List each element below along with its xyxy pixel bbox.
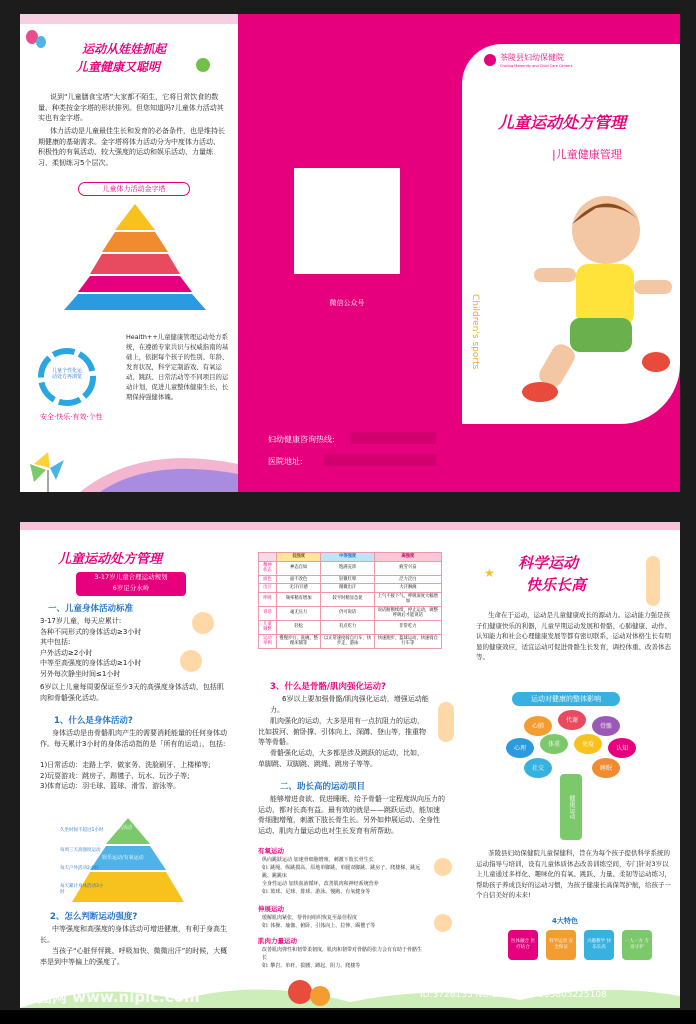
hospital-en: Chaling Maternity and Child Care Centers xyxy=(500,64,573,68)
cat-line: 纵向跳跃运动 加速骨细胞增殖，刺激下肢长骨生长 xyxy=(262,857,374,863)
tree-leaf: 认知 xyxy=(608,738,636,758)
health-text: Health++儿童健康管理运动处方系统，在遵循专家共识与权威指南的基础上，依据每个孩子的性别、年龄、发育状况，科学定制游戏、有氧运动、跳跃、日常活动等不同项目的运动计划，促进儿童整体健康生长，长期保持强健体魄。 xyxy=(126,333,229,401)
tree-leaf: 心肺 xyxy=(524,716,552,736)
table-cell: 大汗淋漓 xyxy=(374,584,441,593)
table-cell: 慢慢步行、洗碗、整理床铺等 xyxy=(276,634,321,648)
tree-icon xyxy=(196,58,210,72)
outside-right-panel xyxy=(458,14,680,492)
s1-line: 另外每次静坐时间≤1小时 xyxy=(40,669,121,678)
table-cell: 面不改色 xyxy=(276,575,321,584)
watermark-site: 昵图网 www.nipic.com xyxy=(22,988,200,1006)
table-cell: 非常吃力 xyxy=(374,620,441,634)
table-cell: 轻松 xyxy=(276,620,321,634)
s1-line: 各种不同形式的身体活动≥3小时 xyxy=(40,627,142,636)
th: 低强度 xyxy=(276,553,321,562)
row-header-cell: 出汗 xyxy=(259,584,277,593)
tree-leaf: 骨骼 xyxy=(592,716,620,736)
cat-aerobic: 有氧运动 xyxy=(258,847,284,855)
table-row xyxy=(259,620,442,634)
q1-item: 3)体育运动：羽毛球、篮球、滑雪、游泳等。 xyxy=(40,782,181,790)
title-happy: 快乐长高 xyxy=(526,576,587,594)
motto: 安全·快乐·有效·个性 xyxy=(40,413,103,421)
activity-pyramid xyxy=(60,200,210,312)
watermark-id: ID:3726133 NO:20260125163805225108 xyxy=(420,990,607,1000)
features-title: 4大特色 xyxy=(552,917,578,925)
inside-right-panel xyxy=(460,522,680,1008)
row-header-cell: 儿童频繁 xyxy=(259,620,277,634)
right-para-1: 生命在于运动，运动是儿童健康成长的源动力。运动能力强是孩子们健康快乐的利器，儿童早期运动发展和骨骼、心肺健康、动作、认知能力和社会心理健康发展等都有密切联系，运动对体格生长有明显的健康效应，适宜运动可促进骨骼生长发育，调控体重、改善体态等。 xyxy=(476,611,671,661)
pyr-mid-label: 娱乐运动/有氧运动 xyxy=(102,855,144,861)
cat-line: 如: 体操、瑜伽、俯卧、引体向上、拉伸、踢毽子等 xyxy=(262,923,376,929)
q3-para-1: 肌肉强化的运动，大多是用有一点抗阻力的运动，比如拔河、俯卧撑、引体向上、深蹲、登山等，推重物等等骨骼。 xyxy=(258,717,426,746)
inside-sheet xyxy=(20,522,680,1008)
table-cell: 毫无压力 xyxy=(276,606,321,620)
table-row xyxy=(259,584,442,593)
tree-leaf: 体重 xyxy=(540,734,568,754)
table-cell: 以正常速度骑自行车、快步走、游泳 xyxy=(321,634,374,648)
intensity-table xyxy=(258,552,442,649)
table-cell: 快速跑步、篮球运动、快速骑自行车等 xyxy=(374,634,441,648)
pyr-note: 每天户外活动2小时 xyxy=(60,866,99,871)
inside-left-panel xyxy=(20,522,240,1008)
table-cell: 神态自如 xyxy=(276,561,321,575)
table-cell: 无汗/汗感 xyxy=(276,584,321,593)
q2-text-2: 当孩子“心脏怦怦跳、呼吸加快、微微出汗”的时候，大概率是到中等偏上的强度了。 xyxy=(40,947,228,966)
row-header-cell: 运动举例 xyxy=(259,634,277,648)
vertical-text: Children's sports xyxy=(470,294,480,370)
pyr-note: 久坐时间不超过1小时 xyxy=(60,828,104,833)
title-line-2: 儿童健康又聪明 xyxy=(76,60,161,74)
q1-heading: 1、什么是身体活动? xyxy=(54,716,133,726)
tree-leaf: 社交 xyxy=(524,758,552,778)
section-2-heading: 二、助长高的运动项目 xyxy=(280,782,366,792)
q1-item: 1)日常活动：走路上学、做家务、洗脸刷牙、上楼梯等; xyxy=(40,761,211,769)
feature-card: 医体融合 医疗结合 xyxy=(508,930,538,960)
cat-line: 如: 篮球、足球、排球、游泳、慢跑、有氧健身等 xyxy=(262,889,371,895)
outside-middle-panel xyxy=(238,14,458,492)
paragraph-2: 体力活动是儿童最佳生长和发育的必备条件，也是维持长期健康的基础需求。金字塔将体力活动分为中度体力活动、积极性的有氧活动、较大强度的运动和娱乐活动、力量练习、柔韧练习5个层次。 xyxy=(38,127,225,167)
title-line-1: 运动从娃娃抓起 xyxy=(82,42,167,56)
watermark-bar xyxy=(0,1010,696,1024)
inside-middle-panel xyxy=(240,522,460,1008)
pyr-note: 每天累计身体活动3小时 xyxy=(60,884,104,895)
section-2-text: 能够增进食欲、促进睡眠、给予骨骼一定程度纵向压力的运动，都对长高有益。最有效的就是——跳跃运动，能加速骨细胞增殖，刺激下肢长骨生长。另外如伸展运动、全身性运动、肌肉力量运动也对生长发育有所帮助。 xyxy=(258,795,445,835)
cat-line: 改善肌肉弹性和韧带柔韧度，肌肉和韧带对骨骼的张力会有有助于骨骼生长 xyxy=(262,947,423,961)
table-cell: 疲劳兴奋 xyxy=(374,561,441,575)
kid-ball-illustration xyxy=(180,650,202,672)
section-1-lines xyxy=(40,616,180,679)
outside-left-panel xyxy=(20,14,238,492)
cat1-lines xyxy=(262,856,422,896)
title-science: 科学运动 xyxy=(518,554,579,572)
q3-para-2: 骨骼强化运动，大多都是涉及跳跃的运动，比如，单脚跳、双脚跳、跳绳、跳房子等等。 xyxy=(258,749,424,768)
tree-title: 运动对健康的整体影响 xyxy=(512,692,620,706)
hospital-name: 茶陵县妇幼保健院 xyxy=(500,53,564,62)
table-row xyxy=(259,561,442,575)
table-body xyxy=(259,561,442,648)
pinwheel-rainbow-decoration xyxy=(20,434,238,492)
address-label: 医院地址: xyxy=(268,457,303,466)
cat-line: 缓解肌肉紧张，帮骨间组织恢复至最佳程度 xyxy=(262,915,358,921)
intro-text: 说到“儿童膳食宝塔”大家都不陌生，它将日常饮食的数量、种类按金字塔的形状排列。但您知道吗?儿童体力活动其实也有金字塔。 xyxy=(38,93,224,122)
tree-leaf: 免疫 xyxy=(574,734,602,754)
subtitle: |儿童健康管理 xyxy=(552,148,622,161)
cat-line: 全身性运动 加快血液循环，改善肌肉和神经系统营养 xyxy=(262,881,379,887)
cat-stretch: 伸展运动 xyxy=(258,905,284,913)
tree-trunk: 健康运动 xyxy=(560,774,582,840)
tree-leaf: 睡眠 xyxy=(592,758,620,778)
th: 中等强度 xyxy=(321,553,374,562)
kid-stretch-illustration xyxy=(434,914,452,932)
table-cell: 频率稍有增加 xyxy=(276,592,321,606)
kid-jumprope-illustration xyxy=(434,858,452,876)
cat-line: 如: 攀岩、单杆、拔腰、蹲起、阻力、爬楼等 xyxy=(262,963,361,969)
feature-card: 科学运动 安全保证 xyxy=(546,930,576,960)
q1-item: 2)玩耍游戏：跳房子、踢毽子、玩水、玩沙子等; xyxy=(40,771,190,780)
q2-heading: 2、怎么判断运动强度? xyxy=(50,912,138,922)
table-row xyxy=(259,575,442,584)
address-field[interactable] xyxy=(324,454,436,466)
q3-heading: 3、什么是骨骼/肌肉强化运动? xyxy=(270,682,386,692)
kid-measuring-illustration xyxy=(646,556,660,606)
feature-card: 一人一方 专业守护 xyxy=(622,930,652,960)
s1-line: 其中包括: xyxy=(40,638,71,646)
balloon-icon xyxy=(36,36,46,48)
row-header-cell: 呼吸 xyxy=(259,592,277,606)
tree-leaf: 代谢 xyxy=(558,710,586,730)
banner-line-1: 3-17岁儿童合理运动规划 xyxy=(94,573,168,581)
row-header-cell: 说话 xyxy=(259,606,277,620)
table-cell: 有点吃力 xyxy=(321,620,374,634)
outside-sheet xyxy=(20,14,680,492)
row-header-cell: 精神状态 xyxy=(259,561,277,575)
table-cell: 说话断断续续，停止运动，调整呼吸后才能说话 xyxy=(374,606,441,620)
table-row xyxy=(259,634,442,648)
main-title: 儿童运动处方管理 xyxy=(498,113,627,132)
feature-card: 兴趣教学 快乐长高 xyxy=(584,930,614,960)
hotline-label: 妇幼健康咨询热线: xyxy=(268,435,335,444)
q1-text: 身体活动是由骨骼肌肉产生的需要消耗能量的任何身体动作。每天累计3小时的身体活动指的是「所有的运动」，包括: xyxy=(40,729,227,748)
table-cell: 上气不接下气，呼吸深度大幅增加 xyxy=(374,592,441,606)
q1-items xyxy=(40,760,228,792)
cat-line: 如: 跳绳、纵跳摸高、原地单脚跳、单腿双脚跳、跳房子、爬楼梯、跳远跳、跳跳床 xyxy=(262,865,421,879)
hotline-field[interactable] xyxy=(350,432,436,444)
hospital-logo-icon xyxy=(484,54,496,66)
process-cycle xyxy=(36,346,98,408)
health-tree xyxy=(480,710,660,840)
table-cell: 泛力泛白 xyxy=(374,575,441,584)
qr-caption: 微信公众号 xyxy=(329,299,365,307)
th xyxy=(259,553,277,562)
cat-strength: 肌肉力量运动 xyxy=(258,937,297,945)
q3-text: 6岁以上要加强骨骼/肌肉强化运动，增强运动能力。 xyxy=(270,695,429,714)
cycle-center-text: 儿童个性化运动处方再浏览 xyxy=(51,368,82,380)
right-para-2: 茶陵县妇幼保健院儿童保健科，旨在为每个孩子提供科学系统的运动指导与培训，设有儿童体质体态改善训练空间，专门针对3岁以上儿童通过多样化、趣味化的有氧、跳跃、力量、柔韧等运动练习，帮助孩子养成良好的运动习惯，为孩子健康长高保驾护航，给孩子一个自信美好的未来! xyxy=(476,849,671,899)
table-cell: 轻微红晕 xyxy=(321,575,374,584)
s1-line-6: 6岁以上儿童每周要保证至少3天的高强度身体活动，包括肌肉和骨骼强化活动。 xyxy=(40,683,224,702)
pyramid-label: 儿童体力活动金字塔 xyxy=(78,182,190,196)
inside-title: 儿童运动处方管理 xyxy=(58,552,163,567)
table-cell: 较平时稍显急促 xyxy=(321,592,374,606)
top-stripe xyxy=(20,14,238,24)
s1-line: 3-17岁儿童，每天应累计: xyxy=(40,617,122,625)
qr-code-placeholder[interactable] xyxy=(294,168,400,274)
banner-line-2: 6岁足分水岭 xyxy=(112,584,150,592)
cat2-lines xyxy=(262,914,422,930)
kid-climbing-illustration xyxy=(438,702,454,742)
table-cell: 微微出汗 xyxy=(321,584,374,593)
row-header-cell: 面色 xyxy=(259,575,277,584)
star-icon: ★ xyxy=(484,566,495,580)
age-banner xyxy=(76,572,186,596)
pyr-top-label: 静坐活动 xyxy=(112,825,133,831)
s1-line: 户外活动≥2小时 xyxy=(40,648,93,657)
s1-line: 中等至高强度的身体活动≥1小时 xyxy=(40,659,142,667)
running-boy-illustration xyxy=(506,184,676,414)
section-1-heading: 一、儿童身体活动标准 xyxy=(48,604,134,614)
pyr-note: 每周三天高强度运动 xyxy=(60,848,101,853)
q2-text: 中等强度和高强度的身体活动可增进健康，有利于身高生长。 xyxy=(40,925,227,944)
kid-running-illustration xyxy=(192,612,214,634)
table-row xyxy=(259,592,442,606)
th: 高强度 xyxy=(374,553,441,562)
tree-leaf: 心理 xyxy=(506,738,534,758)
table-row xyxy=(259,606,442,620)
table-cell: 饱满充沛 xyxy=(321,561,374,575)
table-cell: 仍可说话 xyxy=(321,606,374,620)
